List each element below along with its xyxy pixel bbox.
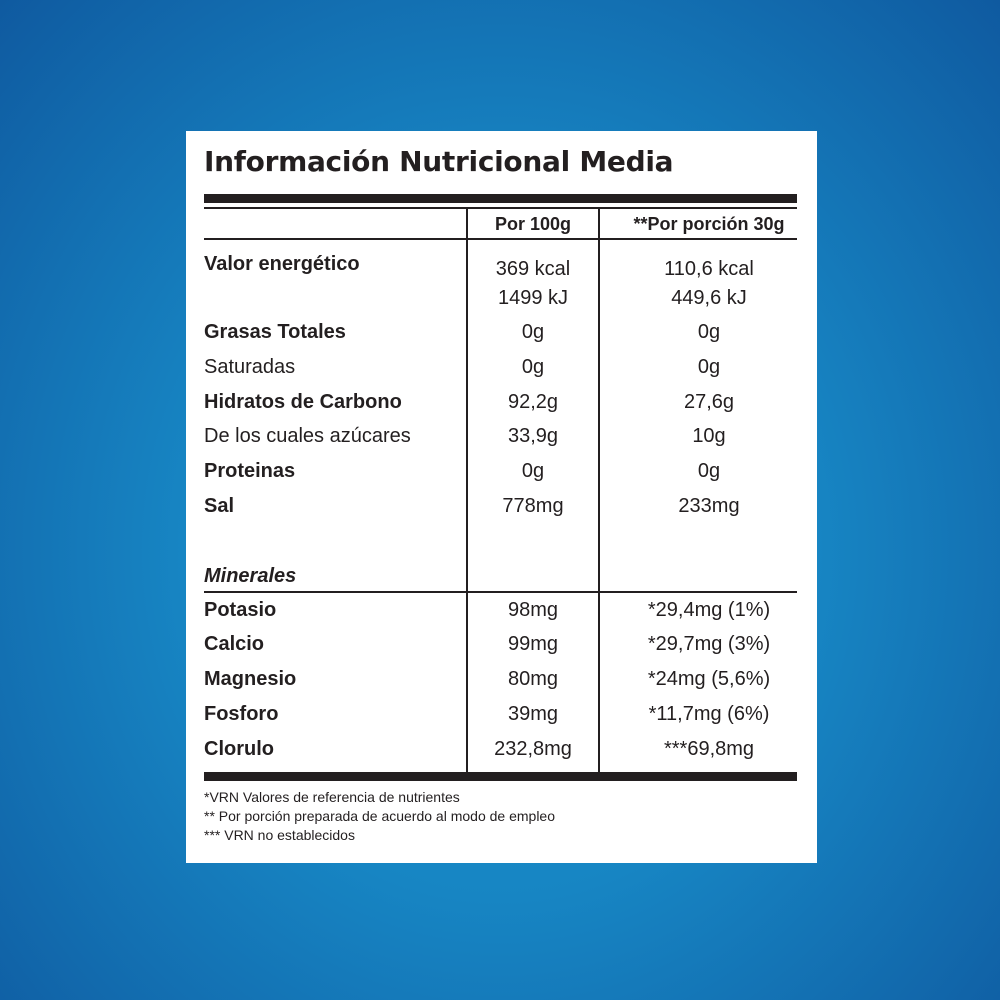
row-serving-grasas: 0g [697, 321, 721, 343]
row-serving-saturadas: 0g [697, 356, 721, 378]
footnote-vrn-not-established: *** VRN no establecidos [204, 827, 355, 843]
header-bottom-rule [204, 238, 797, 240]
mineral-per100-magnesio: 80mg [507, 668, 559, 690]
energy-per100-kcal: 369 kcal [495, 258, 571, 280]
mineral-per100-fosforo: 39mg [507, 703, 559, 725]
footnote-vrn: *VRN Valores de referencia de nutrientes [204, 789, 460, 805]
mineral-serving-potasio: *29,4mg (1%) [647, 599, 771, 621]
energy-serving-kcal: 110,6 kcal [664, 258, 754, 280]
row-serving-azucares: 10g [692, 425, 726, 447]
row-label-saturadas: Saturadas [204, 356, 296, 378]
mineral-serving-clorulo: ***69,8mg [663, 738, 755, 760]
column-header-per-serving: **Por porción 30g [633, 214, 785, 234]
label-title: Información Nutricional Media [204, 145, 674, 178]
row-label-grasas: Grasas Totales [204, 321, 346, 343]
column-header-per-100g: Por 100g [494, 214, 572, 234]
mineral-label-magnesio: Magnesio [204, 668, 297, 690]
minerals-heading: Minerales [204, 565, 297, 587]
mineral-label-potasio: Potasio [204, 599, 277, 621]
minerals-rule [204, 591, 797, 593]
bottom-thick-rule [204, 772, 797, 781]
row-per100-grasas: 0g [521, 321, 545, 343]
row-per100-proteinas: 0g [521, 460, 545, 482]
mineral-label-calcio: Calcio [204, 633, 265, 655]
mineral-per100-clorulo: 232,8mg [494, 738, 572, 760]
mineral-serving-magnesio: *24mg (5,6%) [647, 668, 771, 690]
energy-label: Valor energético [204, 253, 360, 275]
row-per100-sal: 778mg [502, 495, 564, 517]
row-per100-hidratos: 92,2g [507, 391, 559, 413]
row-serving-sal: 233mg [678, 495, 740, 517]
header-top-rule [204, 207, 797, 209]
row-label-hidratos: Hidratos de Carbono [204, 391, 402, 413]
row-label-azucares: De los cuales azúcares [204, 425, 411, 447]
row-label-sal: Sal [204, 495, 235, 517]
mineral-serving-fosforo: *11,7mg (6%) [648, 703, 770, 725]
nutrition-label [186, 131, 817, 863]
row-per100-azucares: 33,9g [507, 425, 559, 447]
row-per100-saturadas: 0g [521, 356, 545, 378]
row-serving-proteinas: 0g [697, 460, 721, 482]
row-label-proteinas: Proteinas [204, 460, 296, 482]
mineral-label-fosforo: Fosforo [204, 703, 279, 725]
row-serving-hidratos: 27,6g [683, 391, 735, 413]
energy-serving-kj: 449,6 kJ [671, 287, 747, 309]
mineral-per100-calcio: 99mg [507, 633, 559, 655]
mineral-per100-potasio: 98mg [507, 599, 559, 621]
energy-per100-kj: 1499 kJ [497, 287, 569, 309]
mineral-serving-calcio: *29,7mg (3%) [647, 633, 771, 655]
mineral-label-clorulo: Clorulo [204, 738, 274, 760]
top-thick-rule [204, 194, 797, 203]
footnote-portion: ** Por porción preparada de acuerdo al modo de empleo [204, 808, 556, 824]
